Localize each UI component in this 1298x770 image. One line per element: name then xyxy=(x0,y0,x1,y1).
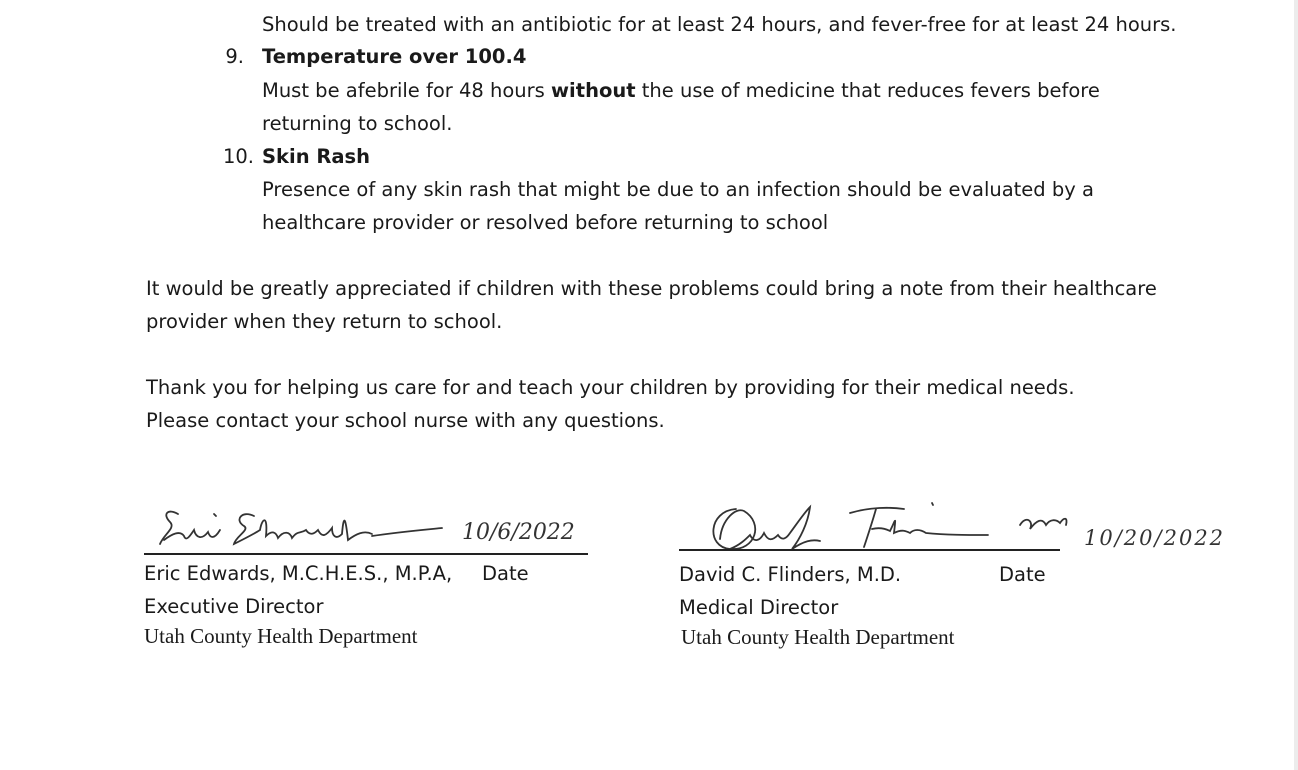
david-handwritten-date: 10/20/2022 xyxy=(1084,526,1226,550)
item-9-description-line2: returning to school. xyxy=(262,112,453,135)
paragraph-note-line2: provider when they return to school. xyxy=(146,310,503,333)
eric-organization: Utah County Health Department xyxy=(144,624,418,648)
signature-line-right xyxy=(679,549,1060,551)
item-9-description-line1: Must be afebrile for 48 hours without the use of medicine that reduces fevers before xyxy=(262,79,1100,102)
david-name: David C. Flinders, M.D. xyxy=(679,563,902,586)
paragraph-thanks-line1: Thank you for helping us care for and teach your children by providing for their medical needs. xyxy=(146,376,1075,399)
page-edge xyxy=(1294,0,1298,770)
item-8-description: Should be treated with an antibiotic for at least 24 hours, and fever-free for at least 24 hours. xyxy=(262,13,1177,36)
eric-handwritten-date: 10/6/2022 xyxy=(462,520,575,545)
item-10-description-line2: healthcare provider or resolved before returning to school xyxy=(262,211,829,234)
eric-name: Eric Edwards, M.C.H.E.S., M.P.A, xyxy=(144,562,453,585)
signature-line-left xyxy=(144,553,588,555)
david-organization: Utah County Health Department xyxy=(681,625,955,649)
item-10-number: 10. xyxy=(222,145,254,168)
eric-date-label: Date xyxy=(482,562,529,585)
item-10-description-line1: Presence of any skin rash that might be due to an infection should be evaluated by a xyxy=(262,178,1094,201)
paragraph-note-line1: It would be greatly appreciated if children with these problems could bring a note from their healthcare xyxy=(146,277,1157,300)
david-date-label: Date xyxy=(999,563,1046,586)
eric-title: Executive Director xyxy=(144,595,324,618)
david-title: Medical Director xyxy=(679,596,839,619)
item-10-title: Skin Rash xyxy=(262,145,371,168)
item-9-title: Temperature over 100.4 xyxy=(262,45,527,68)
paragraph-thanks-line2: Please contact your school nurse with any questions. xyxy=(146,409,665,432)
item-9-number: 9. xyxy=(225,45,244,68)
